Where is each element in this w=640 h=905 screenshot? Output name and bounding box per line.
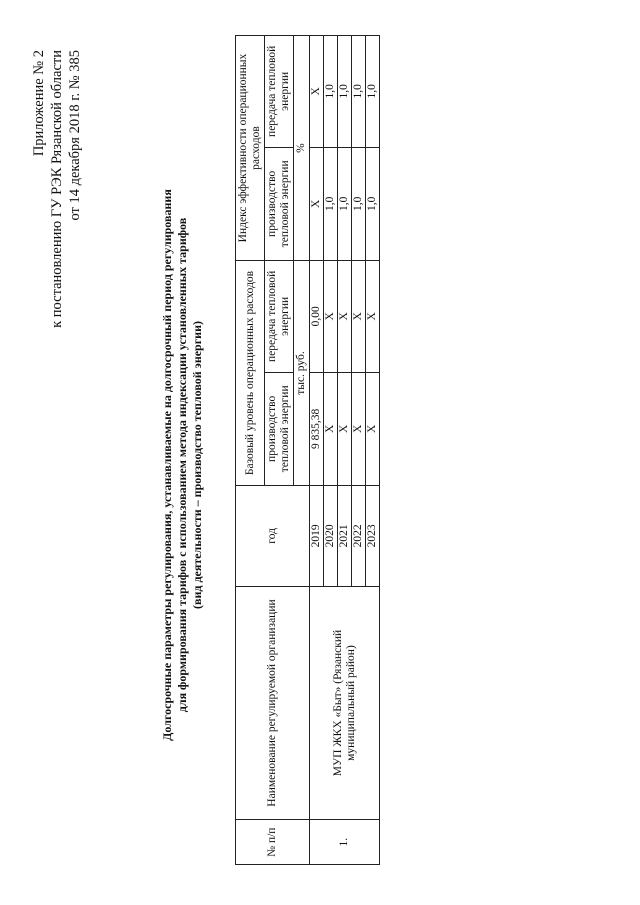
header-row-1 <box>236 36 265 865</box>
cell-index-production: 1,0 <box>324 147 338 260</box>
cell-index-production: 1,0 <box>352 147 366 260</box>
cell-base-transfer: X <box>338 261 352 373</box>
cell-base-transfer: X <box>366 261 380 373</box>
org-number: 1. <box>310 820 380 865</box>
cell-index-transfer: 1,0 <box>352 36 366 148</box>
cell-base-production: X <box>366 372 380 485</box>
cell-base-transfer: 0,00 <box>310 261 324 373</box>
cell-index-transfer: X <box>310 36 324 148</box>
cell-index-production: X <box>310 147 324 260</box>
cell-index-transfer: 1,0 <box>366 36 380 148</box>
appendix-reference: к постановлению ГУ РЭК Рязанской области <box>49 50 65 328</box>
header-base-transfer: передача тепловой энергии <box>265 261 294 373</box>
title-line-3: (вид деятельности – производство тепловой энергии) <box>190 320 204 610</box>
header-index: Индекс эффективности операционных расходов <box>236 36 265 261</box>
parameters-table <box>235 35 380 865</box>
title-line-2: для формирования тарифов с использованием метода индексации установленных тарифов <box>175 217 189 713</box>
header-base-level: Базовый уровень операционных расходов <box>236 261 265 486</box>
appendix-number: Приложение № 2 <box>31 50 47 157</box>
header-index-production: производство тепловой энергии <box>265 147 294 260</box>
appendix-date: от 14 декабря 2018 г. № 385 <box>67 50 83 221</box>
cell-year: 2023 <box>366 486 380 587</box>
table-row <box>310 36 324 865</box>
cell-base-transfer: X <box>324 261 338 373</box>
header-num: № п/п <box>236 820 310 865</box>
cell-base-production: X <box>324 372 338 485</box>
header-org: Наименование регулируемой организации <box>236 586 310 820</box>
cell-base-production: X <box>338 372 352 485</box>
header-year: год <box>236 486 310 587</box>
cell-year: 2021 <box>338 486 352 587</box>
cell-year: 2019 <box>310 486 324 587</box>
cell-base-transfer: X <box>352 261 366 373</box>
cell-index-transfer: 1,0 <box>338 36 352 148</box>
cell-base-production: 9 835,38 <box>310 372 324 485</box>
cell-index-production: 1,0 <box>338 147 352 260</box>
document-title <box>160 185 205 745</box>
appendix-header <box>30 50 84 380</box>
org-name: МУП ЖКХ «Быт» (Рязанский муниципальный район) <box>310 586 380 820</box>
cell-base-production: X <box>352 372 366 485</box>
header-unit-base: тыс. руб. <box>294 261 310 486</box>
cell-year: 2022 <box>352 486 366 587</box>
cell-index-production: 1,0 <box>366 147 380 260</box>
header-base-production: производство тепловой энергии <box>265 372 294 485</box>
header-unit-index: % <box>294 36 310 261</box>
cell-year: 2020 <box>324 486 338 587</box>
header-index-transfer: передача тепловой энергии <box>265 36 294 148</box>
title-line-1: Долгосрочные параметры регулирования, устанавливаемые на долгосрочный период регулирования <box>160 189 174 741</box>
cell-index-transfer: 1,0 <box>324 36 338 148</box>
